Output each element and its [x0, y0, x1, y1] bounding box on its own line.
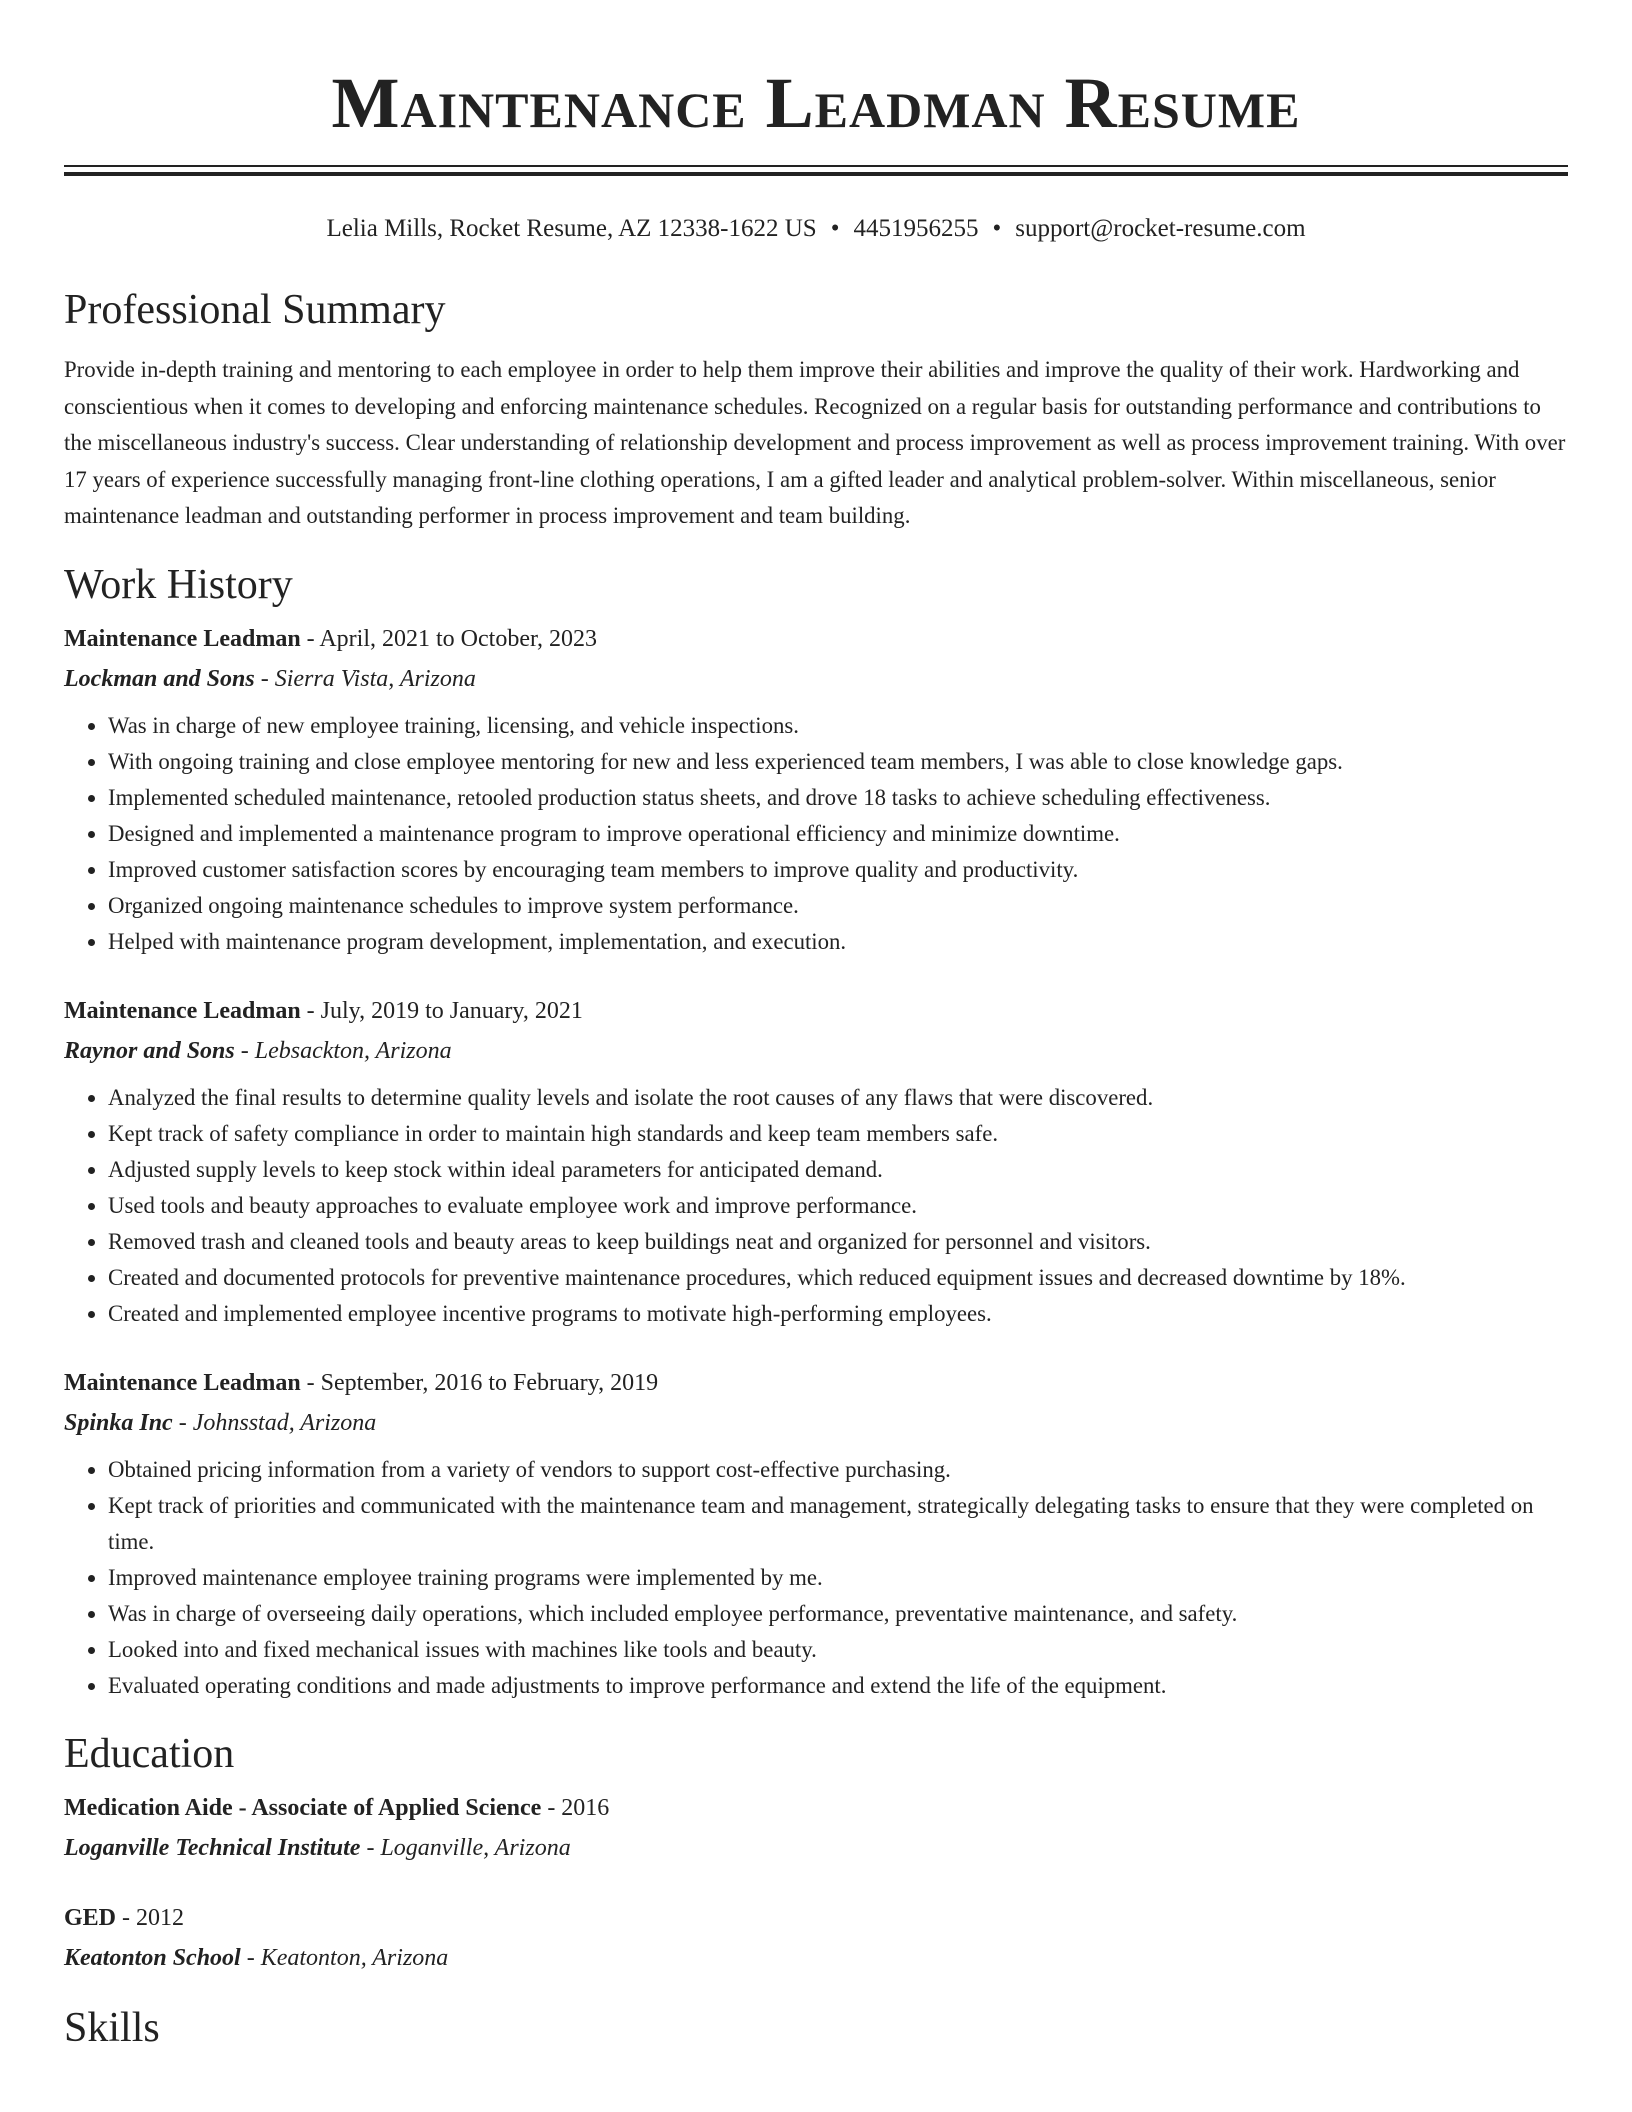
contact-separator: •: [992, 215, 1002, 242]
education-heading: Education: [64, 1730, 235, 1777]
list-item: • Was in charge of new employee training, licensing, and vehicle inspections.: [108, 708, 1568, 744]
list-item: • With ongoing training and close employee mentoring for new and less experienced team members, I was able to close knowledge gaps.: [108, 744, 1568, 780]
education-entry: [64, 1898, 1568, 1978]
education-school: Loganville Technical Institute: [64, 1834, 361, 1861]
list-item: • Designed and implemented a maintenance program to improve operational efficiency and minimize downtime.: [108, 816, 1568, 852]
skills-section: [64, 2002, 1568, 2054]
job-bullets: [64, 1080, 1568, 1332]
contact-email: support@rocket-resume.com: [1015, 215, 1306, 242]
job-heading: [64, 619, 1568, 659]
work-history-section: [64, 559, 1568, 1704]
list-item: • Organized ongoing maintenance schedules to improve system performance.: [108, 888, 1568, 924]
contact-line: [64, 212, 1568, 246]
work-history-heading: Work History: [64, 561, 293, 608]
job-location: - Sierra Vista, Arizona: [260, 665, 476, 692]
education-school-line: [64, 1828, 1568, 1868]
education-school-line: [64, 1938, 1568, 1978]
job-title: Maintenance Leadman: [64, 997, 301, 1024]
list-item: • Used tools and beauty approaches to evaluate employee work and improve performance.: [108, 1188, 1568, 1224]
job-heading: [64, 991, 1568, 1031]
list-item: • Kept track of safety compliance in order to maintain high standards and keep team members safe.: [108, 1116, 1568, 1152]
contact-separator: •: [830, 215, 840, 242]
title-divider: [64, 165, 1568, 176]
education-degree: Medication Aide - Associate of Applied Science: [64, 1794, 542, 1821]
job-entry: [64, 1363, 1568, 1704]
contact-address: Lelia Mills, Rocket Resume, AZ 12338-1622 US: [326, 215, 817, 242]
list-item: • Improved customer satisfaction scores by encouraging team members to improve quality and productivity.: [108, 852, 1568, 888]
summary-section: [64, 284, 1568, 535]
job-bullets: [64, 708, 1568, 960]
job-company: Lockman and Sons: [64, 665, 255, 692]
job-dates: - April, 2021 to October, 2023: [306, 625, 598, 652]
job-title: Maintenance Leadman: [64, 625, 301, 652]
list-item: • Was in charge of overseeing daily operations, which included employee performance, preventative maintenance, and safety.: [108, 1596, 1568, 1632]
job-employer: [64, 659, 1568, 699]
job-company: Raynor and Sons: [64, 1037, 235, 1064]
job-entry: [64, 619, 1568, 960]
job-entry: [64, 991, 1568, 1332]
job-employer: [64, 1403, 1568, 1443]
education-heading-line: [64, 1898, 1568, 1938]
skills-heading: Skills: [64, 2004, 160, 2051]
summary-text: Provide in-depth training and mentoring to each employee in order to help them improve their abilities and improve the quality of their work. Hardworking and conscientious when it comes to developing and enforcing maintenance schedules. Recognized on a regular basis for outstanding performance and contributions to the miscellaneous industry's success. Clear understanding of relationship development and process improvement as well as process improvement training. With over 17 years of experience successfully managing front-line clothing operations, I am a gifted leader and analytical problem-solver. Within miscellaneous, senior maintenance leadman and outstanding performer in process improvement and team building.: [64, 357, 1566, 529]
list-item: • Adjusted supply levels to keep stock within ideal parameters for anticipated demand.: [108, 1152, 1568, 1188]
list-item: • Removed trash and cleaned tools and beauty areas to keep buildings neat and organized for personnel and visitors.: [108, 1224, 1568, 1260]
job-heading: [64, 1363, 1568, 1403]
job-title: Maintenance Leadman: [64, 1369, 301, 1396]
list-item: • Created and implemented employee incentive programs to motivate high-performing employees.: [108, 1296, 1568, 1332]
list-item: • Evaluated operating conditions and made adjustments to improve performance and extend the life of the equipment.: [108, 1668, 1568, 1704]
contact-phone: 4451956255: [853, 215, 979, 242]
summary-heading: Professional Summary: [64, 287, 446, 333]
job-location: - Lebsackton, Arizona: [240, 1037, 452, 1064]
job-bullets: [64, 1452, 1568, 1704]
job-company: Spinka Inc: [64, 1409, 173, 1436]
job-dates: - July, 2019 to January, 2021: [306, 997, 583, 1024]
education-year: - 2016: [547, 1794, 610, 1821]
job-employer: [64, 1031, 1568, 1071]
education-heading-line: [64, 1788, 1568, 1828]
education-location: - Keatonton, Arizona: [246, 1944, 449, 1971]
list-item: • Looked into and fixed mechanical issues with machines like tools and beauty.: [108, 1632, 1568, 1668]
list-item: • Obtained pricing information from a variety of vendors to support cost-effective purchasing.: [108, 1452, 1568, 1488]
education-degree: GED: [64, 1904, 117, 1931]
list-item: • Analyzed the final results to determine quality levels and isolate the root causes of any flaws that were discovered.: [108, 1080, 1568, 1116]
education-section: [64, 1728, 1568, 1978]
list-item: • Kept track of priorities and communicated with the maintenance team and management, strategically delegating tasks to ensure that they were completed on time.: [108, 1488, 1568, 1560]
job-location: - Johnsstad, Arizona: [178, 1409, 377, 1436]
list-item: • Helped with maintenance program development, implementation, and execution.: [108, 924, 1568, 960]
education-entry: [64, 1788, 1568, 1868]
education-year: - 2012: [122, 1904, 185, 1931]
education-school: Keatonton School: [64, 1944, 241, 1971]
resume-title: Maintenance Leadman Resume: [331, 63, 1301, 143]
list-item: • Implemented scheduled maintenance, retooled production status sheets, and drove 18 tasks to achieve scheduling effectiveness.: [108, 780, 1568, 816]
job-dates: - September, 2016 to February, 2019: [306, 1369, 659, 1396]
list-item: • Improved maintenance employee training programs were implemented by me.: [108, 1560, 1568, 1596]
education-location: - Loganville, Arizona: [366, 1834, 571, 1861]
list-item: • Created and documented protocols for preventive maintenance procedures, which reduced equipment issues and decreased downtime by 18%.: [108, 1260, 1568, 1296]
